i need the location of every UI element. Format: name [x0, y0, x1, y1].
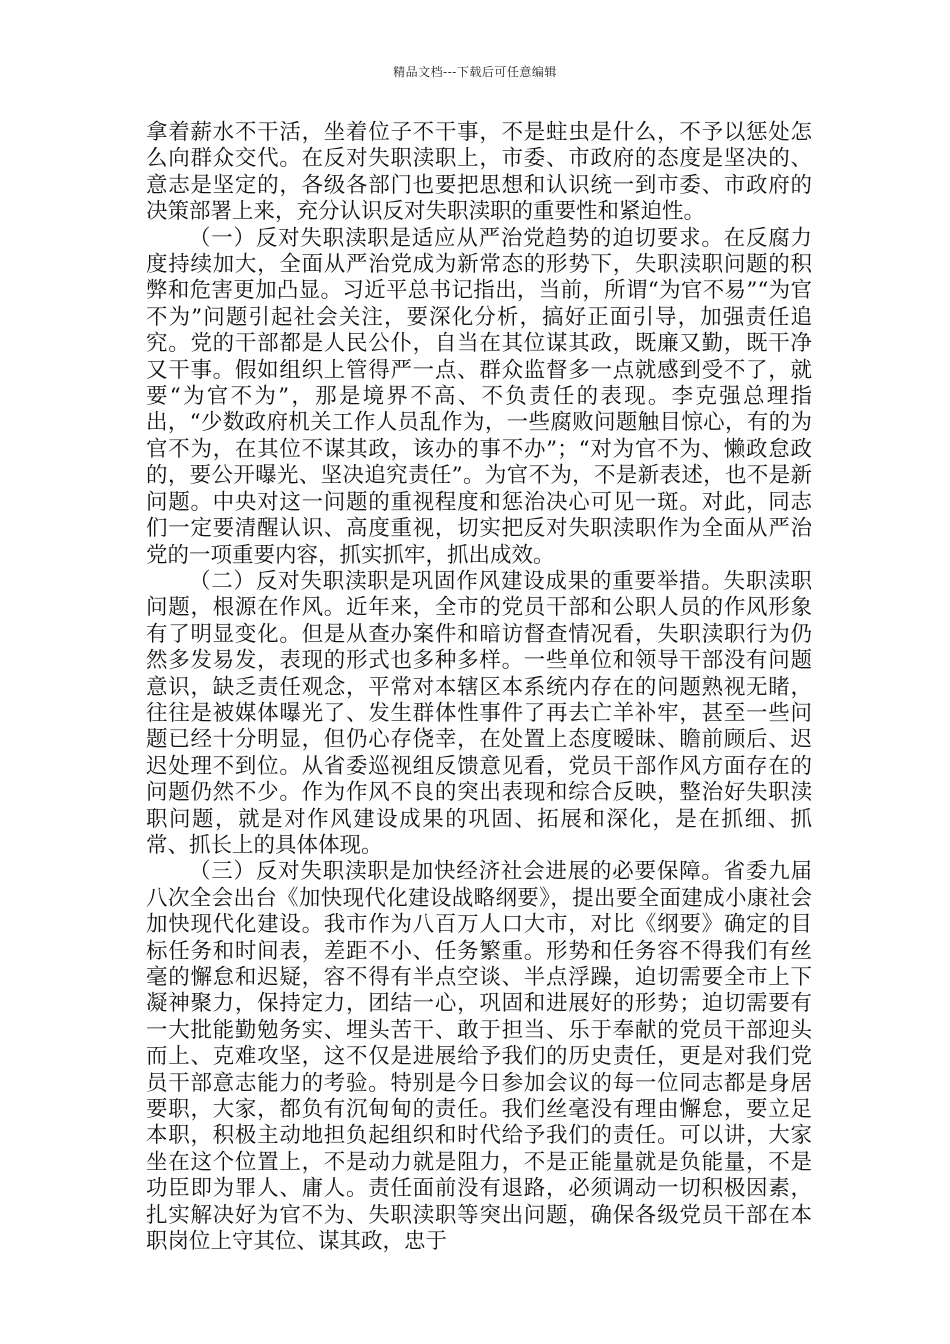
paragraph-section-3: （三）反对失职渎职是加快经济社会进展的必要保障。省委九届八次全会出台《加快现代化建设战略纲要》，提出要全面建成小康社会加快现代化建设。我市作为八百万人口大市，对比《纲要》确定的目标任务和时间表，差距不小、任务繁重。形势和任务容不得我们有丝毫的懈怠和迟疑，容不得有半点空谈、半点浮躁，迫切需要全市上下凝神聚力，保持定力，团结一心，巩固和进展好的形势；迫切需要有一大批能勤勉务实、埋头苦干、敢于担当、乐于奉献的党员干部迎头而上、克难攻坚，这不仅是进展给予我们的历史责任，更是对我们党员干部意志能力的考验。特别是今日参加会议的每一位同志都是身居要职，大家，都负有沉甸甸的责任。我们丝毫没有理由懈怠，要立足本职，积极主动地担负起组织和时代给予我们的责任。可以讲，大家坐在这个位置上，不是动力就是阻力，不是正能量就是负能量，不是功臣即为罪人、庸人。责任面前没有退路，必须调动一切积极因素，扎实解决好为官不为、失职渎职等突出问题，确保各级党员干部在本职岗位上守其位、谋其政，忠于 — [146, 859, 812, 1255]
paragraph-section-2: （二）反对失职渎职是巩固作风建设成果的重要举措。失职渎职问题，根源在作风。近年来，全市的党员干部和公职人员的作风形象有了明显变化。但是从查办案件和暗访督查情况看，失职渎职行为仍然多发易发，表现的形式也多种多样。一些单位和领导干部没有问题意识，缺乏责任观念，平常对本辖区本系统内存在的问题熟视无睹，往往是被媒体曝光了、发生群体性事件了再去亡羊补牢，甚至一些问题已经十分明显，但仍心存侥幸，在处置上态度暧昧、瞻前顾后、迟迟处理不到位。从省委巡视组反馈意见看，党员干部作风方面存在的问题仍然不少。作为作风不良的突出表现和综合反映，整治好失职渎职问题，就是对作风建设成果的巩固、拓展和深化，是在抓细、抓常、抓长上的具体体现。 — [146, 568, 812, 858]
paragraph-section-1: （一）反对失职渎职是适应从严治党趋势的迫切要求。在反腐力度持续加大，全面从严治党成为新常态的形势下，失职渎职问题的积弊和危害更加凸显。习近平总书记指出，当前，所谓“为官不易”“为官不为”问题引起社会关注，要深化分析，搞好正面引导，加强责任追究。党的干部都是人民公仆，自当在其位谋其政，既廉又勤，既干净又干事。假如组织上管得严一点、群众监督多一点就感到受不了，就要“为官不为”，那是境界不高、不负责任的表现。李克强总理指出，“少数政府机关工作人员乱作为，一些腐败问题触目惊心，有的为官不为，在其位不谋其政，该办的事不办”；“对为官不为、懒政怠政的，要公开曝光、坚决追究责任”。为官不为，不是新表述，也不是新问题。中央对这一问题的重视程度和惩治决心可见一斑。对此，同志们一定要清醒认识、高度重视，切实把反对失职渎职作为全面从严治党的一项重要内容，抓实抓牢，抓出成效。 — [146, 225, 812, 568]
page-header: 精品文档---下载后可任意编辑 — [393, 65, 557, 79]
paragraph-intro: 拿着薪水不干活，坐着位子不干事，不是蛀虫是什么，不予以惩处怎么向群众交代。在反对失职渎职上，市委、市政府的态度是坚决的、意志是坚定的，各级各部门也要把思想和认识统一到市委、市政府的决策部署上来，充分认识反对失职渎职的重要性和紧迫性。 — [146, 120, 812, 225]
document-body — [146, 120, 812, 1255]
